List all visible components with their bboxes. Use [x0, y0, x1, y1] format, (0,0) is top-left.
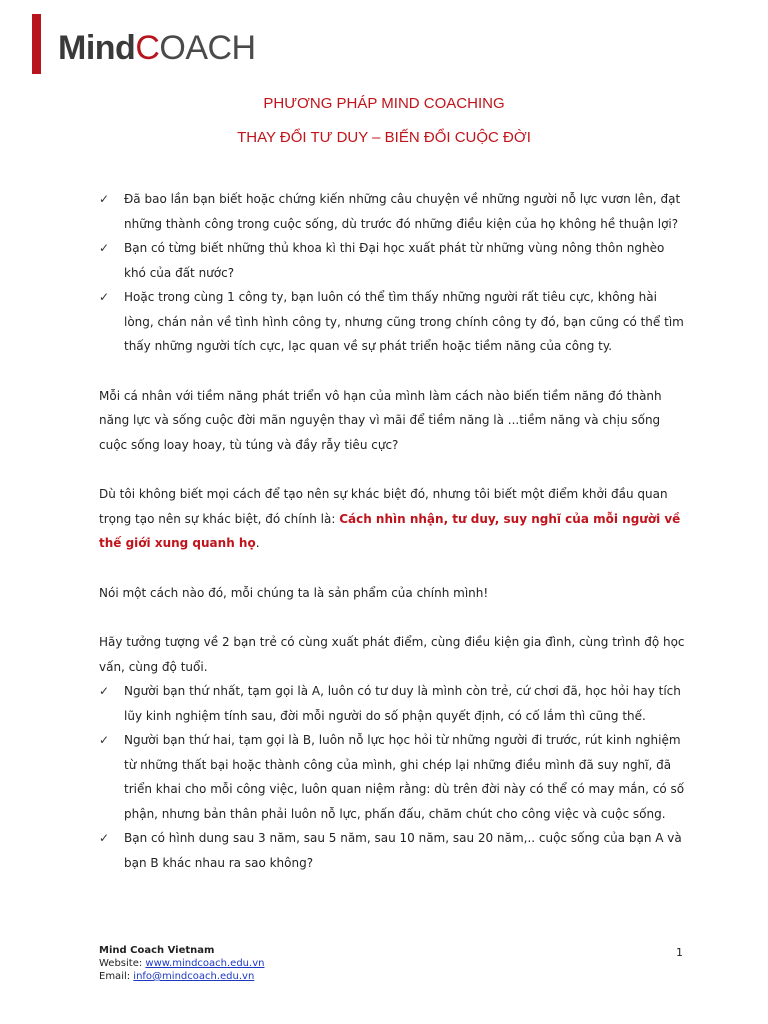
checkmark-icon: ✓ [99, 733, 110, 747]
comparison-checklist [99, 679, 687, 875]
list-item: ✓ Đã bao lần bạn biết hoặc chứng kiến những câu chuyện về những người nỗ lực vươn lên, đạt những thành công trong cuộc sống, dù trước đó những điều kiện của họ không hề thuận lợi? [99, 187, 687, 236]
list-item: ✓ Người bạn thứ nhất, tạm gọi là A, luôn có tư duy là mình còn trẻ, cứ chơi đã, học hỏi hay tích lũy kinh nghiệm tính sau, đời mỗi người do số phận quyết định, có cố lắm thì cũng thế. [99, 679, 687, 728]
footer-company-name: Mind Coach Vietnam [99, 945, 215, 956]
checkmark-icon: ✓ [99, 684, 110, 698]
paragraph-imagine: Hãy tưởng tượng về 2 bạn trẻ có cùng xuất phát điểm, cùng điều kiện gia đình, cùng trình độ học vấn, cùng độ tuổi. [99, 635, 685, 674]
footer-email: Email: info@mindcoach.edu.vn [99, 971, 255, 982]
logo-wordmark: MindCOACH [58, 29, 256, 67]
document-title [0, 92, 768, 160]
paragraph-difference: Dù tôi không biết mọi cách để tạo nên sự khác biệt đó, nhưng tôi biết một điểm khởi đầu quan trọng tạo nên sự khác biệt, đó chính là: Cách nhìn nhận, tư duy, suy nghĩ của mỗi người về thế giới xung quanh họ. [99, 487, 681, 550]
email-link[interactable]: info@mindcoach.edu.vn [133, 971, 255, 982]
page-footer [99, 944, 264, 983]
paragraph-potential: Mỗi cá nhân với tiềm năng phát triển vô hạn của mình làm cách nào biến tiềm năng đó thành năng lực và sống cuộc đời mãn nguyện thay vì mãi để tiềm năng là ...tiềm năng và chịu sống cuộc sống loay hoay, tù túng và đầy rẫy tiêu cực? [99, 388, 662, 452]
logo-red-bar [32, 14, 41, 74]
paragraph-product: Nói một cách nào đó, mỗi chúng ta là sản phẩm của chính mình! [99, 585, 489, 600]
checkmark-icon: ✓ [99, 192, 110, 206]
list-item: ✓ Bạn có hình dung sau 3 năm, sau 5 năm, sau 10 năm, sau 20 năm,.. cuộc sống của bạn A và bạn B khác nhau ra sao không? [99, 826, 687, 875]
title-line-1: PHƯƠNG PHÁP MIND COACHING [263, 95, 505, 112]
title-line-2: THAY ĐỔI TƯ DUY – BIẾN ĐỔI CUỘC ĐỜI [237, 129, 531, 146]
footer-website: Website: www.mindcoach.edu.vn [99, 958, 265, 969]
checkmark-icon: ✓ [99, 290, 110, 304]
page-number: 1 [676, 946, 683, 959]
key-phrase: Cách nhìn nhận, tư duy, suy nghĩ của mỗi người về thế giới xung quanh họ [99, 511, 681, 550]
list-item: ✓ Người bạn thứ hai, tạm gọi là B, luôn nỗ lực học hỏi từ những người đi trước, rút kinh nghiệm từ những thất bại hoặc thành công của mình, ghi chép lại những điều mình đã suy nghĩ, đã triển khai cho mỗi công việc, luôn quan niệm rằng: dù trên đời này có thể có may mắn, có số phận, nhưng bản thân phải luôn nỗ lực, phấn đấu, chăm chút cho công việc và cuộc sống. [99, 728, 687, 826]
website-link[interactable]: www.mindcoach.edu.vn [145, 958, 265, 969]
checkmark-icon: ✓ [99, 831, 110, 845]
intro-checklist [99, 187, 687, 359]
list-item: ✓ Bạn có từng biết những thủ khoa kì thi Đại học xuất phát từ những vùng nông thôn nghèo khó của đất nước? [99, 236, 687, 285]
checkmark-icon: ✓ [99, 241, 110, 255]
document-body [99, 187, 687, 875]
mindcoach-logo [32, 14, 272, 74]
list-item: ✓ Hoặc trong cùng 1 công ty, bạn luôn có thể tìm thấy những người rất tiêu cực, không hài lòng, chán nản về tình hình công ty, nhưng cũng trong chính công ty đó, bạn cũng có thể tìm thấy những người tích cực, lạc quan về sự phát triển hoặc tiềm năng của công ty. [99, 285, 687, 359]
